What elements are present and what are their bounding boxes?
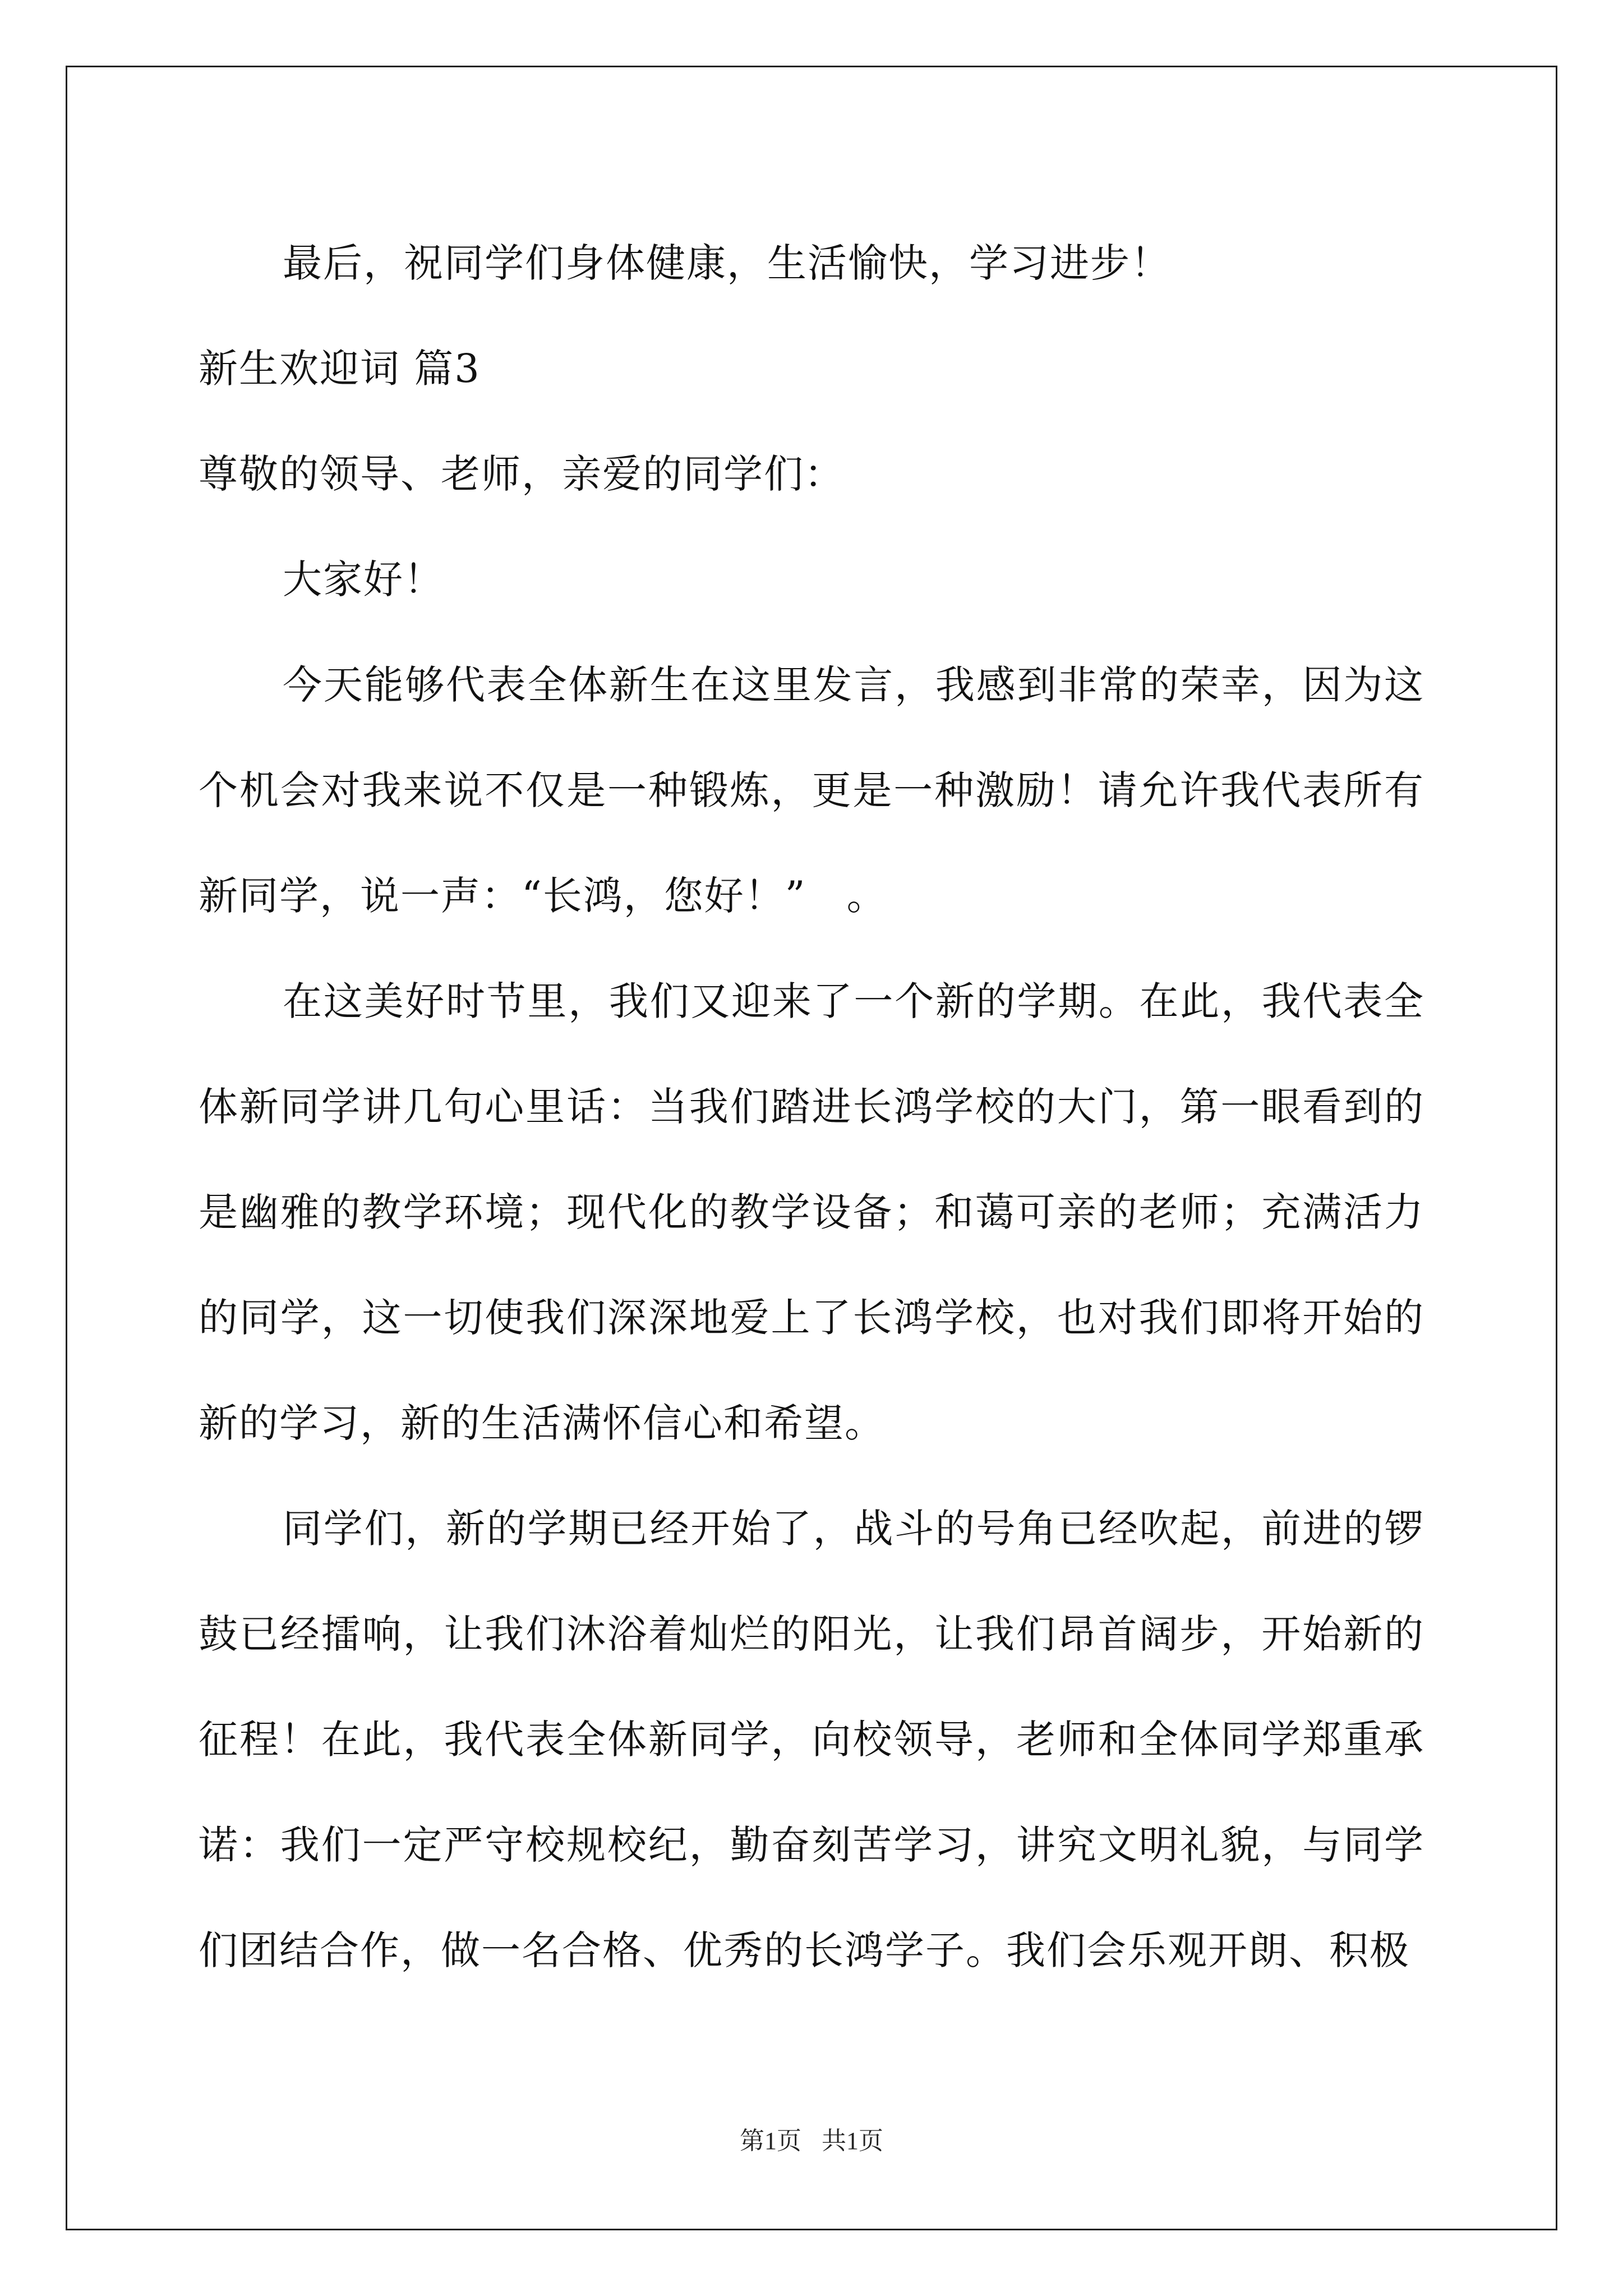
page-number: 第1页 (740, 2127, 801, 2155)
document-body (199, 210, 1424, 2003)
paragraph-new-semester: 在这美好时节里，我们又迎来了一个新的学期。在此，我代表全体新同学讲几句心里话：当我们踏进长鸿学校的大门，第一眼看到的是幽雅的教学环境；现代化的教学设备；和蔼可亲的老师；充满活力的同学，这一切使我们深深地爱上了长鸿学校，也对我们即将开始的新的学习，新的生活满怀信心和希望。 (199, 978, 1424, 1446)
greeting: 大家好！ (283, 556, 444, 602)
paragraph-closing-wish: 最后，祝同学们身体健康，生活愉快，学习进步！ (283, 240, 1171, 286)
page-footer (0, 2125, 1623, 2157)
page-total: 共1页 (822, 2127, 883, 2155)
section-heading: 新生欢迎词 篇3 (199, 346, 481, 392)
salutation: 尊敬的领导、老师，亲爱的同学们： (199, 451, 845, 497)
paragraph-introduction: 今天能够代表全体新生在这里发言，我感到非常的荣幸，因为这个机会对我来说不仅是一种锻炼，更是一种激励！请允许我代表所有新同学，说一声：“长鸿，您好！” 。 (199, 662, 1424, 919)
paragraph-commitment: 同学们，新的学期已经开始了，战斗的号角已经吹起，前进的锣鼓已经擂响，让我们沐浴着灿烂的阳光，让我们昂首阔步，开始新的征程！在此，我代表全体新同学，向校领导，老师和全体同学郑重承诺：我们一定严守校规校纪，勤奋刻苦学习，讲究文明礼貌，与同学们团结合作，做一名合格、优秀的长鸿学子。我们会乐观开朗、积极 (199, 1506, 1424, 1973)
